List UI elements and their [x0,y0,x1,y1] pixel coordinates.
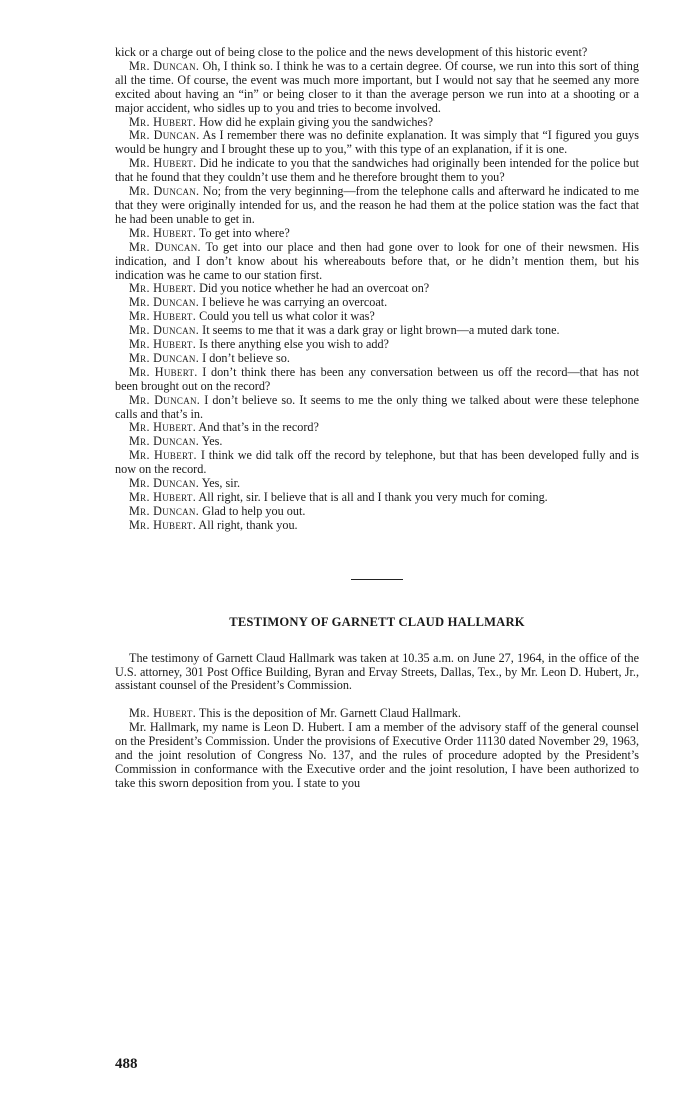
speaker-name: Mr. Hubert. [129,706,197,721]
speaker-name: Mr. Duncan. [129,323,200,338]
transcript-paragraph [115,352,639,366]
section-divider [351,579,403,580]
transcript-paragraph [115,394,639,422]
transcript-paragraph [115,519,639,533]
deposition-transcript [115,707,639,790]
paragraph-text: To get into where? [196,225,290,240]
transcript-paragraph [115,157,639,185]
transcript-paragraph [115,421,639,435]
speaker-name: Mr. Duncan. [129,128,200,143]
paragraph-text: Yes. [199,434,223,449]
transcript-paragraph [115,707,639,721]
speaker-name: Mr. Hubert. [129,225,197,240]
transcript-paragraph [115,60,639,116]
document-page [115,46,639,791]
paragraph-text: This is the deposition of Mr. Garnett Claud Hallmark. [196,706,461,721]
paragraph-text: I believe he was carrying an overcoat. [199,295,388,310]
transcript-paragraph [115,338,639,352]
transcript-paragraph [115,227,639,241]
transcript-paragraph [115,324,639,338]
paragraph-text: I don’t believe so. [199,350,290,365]
transcript-paragraph [115,310,639,324]
transcript-paragraph [115,46,639,60]
paragraph-text: No; from the very beginning—from the telephone calls and afterward he indicated to me that they were originally intended for us, and the reason he had them at the police station was the fact that he had been unable to get in. [115,184,639,226]
paragraph-text: Yes, sir. [199,476,241,491]
paragraph-text: Glad to help you out. [199,503,306,518]
paragraph-text: As I remember there was no definite explanation. It was simply that “I figured you guys would be hungry and I brought these up to you,” with this type of an explanation, if it is one. [115,128,639,157]
paragraph-text: All right, thank you. [196,517,298,532]
speaker-name: Mr. Duncan. [129,503,200,518]
paragraph-text: How did he explain giving you the sandwiches? [196,114,433,129]
speaker-name: Mr. Hubert. [129,517,197,532]
transcript-paragraph [115,366,639,394]
transcript-paragraph [115,185,639,227]
paragraph-text: Mr. Hallmark, my name is Leon D. Hubert. I am a member of the advisory staff of the general counsel on the President’s Commission. Under the provisions of Executive Order 11130 dated November 29, 1963, and the joint resolution of Congress No. 137, and the rules of procedure adopted by the President’s Commission in conformance with the Executive order and the joint resolution, I have been authorized to take this sworn deposition from you. I state to you [115,720,639,790]
paragraph-text: Did you notice whether he had an overcoat on? [196,281,430,296]
paragraph-text: kick or a charge out of being close to the police and the news development of this historic event? [115,45,588,59]
speaker-name: Mr. Hubert. [129,281,197,296]
paragraph-text: All right, sir. I believe that is all and I thank you very much for coming. [196,490,548,504]
speaker-name: Mr. Hubert. [129,309,197,324]
transcript-paragraph [115,449,639,477]
paragraph-text: I don’t think there has been any conversation between us off the record—that has not been brought out on the record? [115,364,639,393]
speaker-name: Mr. Hubert. [129,490,197,504]
testimony-transcript [115,46,639,533]
paragraph-text: Could you tell us what color it was? [196,309,375,324]
paragraph-text: I think we did talk off the record by telephone, but that has been developed fully and is now on the record. [115,448,639,477]
transcript-paragraph [115,241,639,283]
speaker-name: Mr. Duncan. [129,295,200,310]
page-number: 488 [115,1056,138,1072]
speaker-name: Mr. Duncan. [129,239,201,254]
speaker-name: Mr. Hubert. [129,420,197,435]
speaker-name: Mr. Duncan. [129,58,200,73]
transcript-paragraph [115,477,639,491]
paragraph-text: It seems to me that it was a dark gray or light brown—a muted dark tone. [199,323,560,338]
speaker-name: Mr. Hubert. [129,156,197,171]
transcript-paragraph [115,282,639,296]
paragraph-text: And that’s in the record? [196,420,319,435]
paragraph-text: Did he indicate to you that the sandwiches had originally been intended for the police but that he found that they couldn’t use them and he therefore brought them to you? [115,156,639,185]
section-heading: TESTIMONY OF GARNETT CLAUD HALLMARK [229,614,525,629]
transcript-paragraph [115,129,639,157]
speaker-name: Mr. Duncan. [129,434,200,449]
paragraph-text: Oh, I think so. I think he was to a certain degree. Of course, we run into this sort of thing all the time. Of course, the event was much more important, but I would not say that he seemed any more excited about having an “in” or being closer to it than the average person we run into at a shooting or a major accident, who sidles up to you and tries to become involved. [115,58,639,115]
speaker-name: Mr. Hubert. [129,364,198,379]
speaker-name: Mr. Duncan. [129,476,200,491]
transcript-paragraph [115,435,639,449]
transcript-paragraph [115,296,639,310]
transcript-paragraph [115,491,639,505]
speaker-name: Mr. Duncan. [129,184,200,199]
intro-paragraph: The testimony of Garnett Claud Hallmark was taken at 10.35 a.m. on June 27, 1964, in the office of the U.S. attorney, 301 Post Office Building, Byran and Ervay Streets, Dallas, Tex., by Mr. Leon D. Hubert, Jr., assistant counsel of the President’s Commission. [115,650,639,693]
transcript-paragraph [115,505,639,519]
transcript-paragraph [115,116,639,130]
speaker-name: Mr. Hubert. [129,337,197,352]
paragraph-text: Is there anything else you wish to add? [196,337,389,352]
transcript-paragraph [115,721,639,791]
speaker-name: Mr. Duncan. [129,392,201,407]
speaker-name: Mr. Hubert. [129,114,197,129]
paragraph-text: I don’t believe so. It seems to me the only thing we talked about were these telephone calls and that’s in. [115,392,639,421]
paragraph-text: To get into our place and then had gone over to look for one of their newsmen. His indication, and I don’t know about his whereabouts before that, or he didn’t mention them, but his indication was he came to our station first. [115,239,639,282]
speaker-name: Mr. Duncan. [129,350,200,365]
speaker-name: Mr. Hubert. [129,448,197,463]
